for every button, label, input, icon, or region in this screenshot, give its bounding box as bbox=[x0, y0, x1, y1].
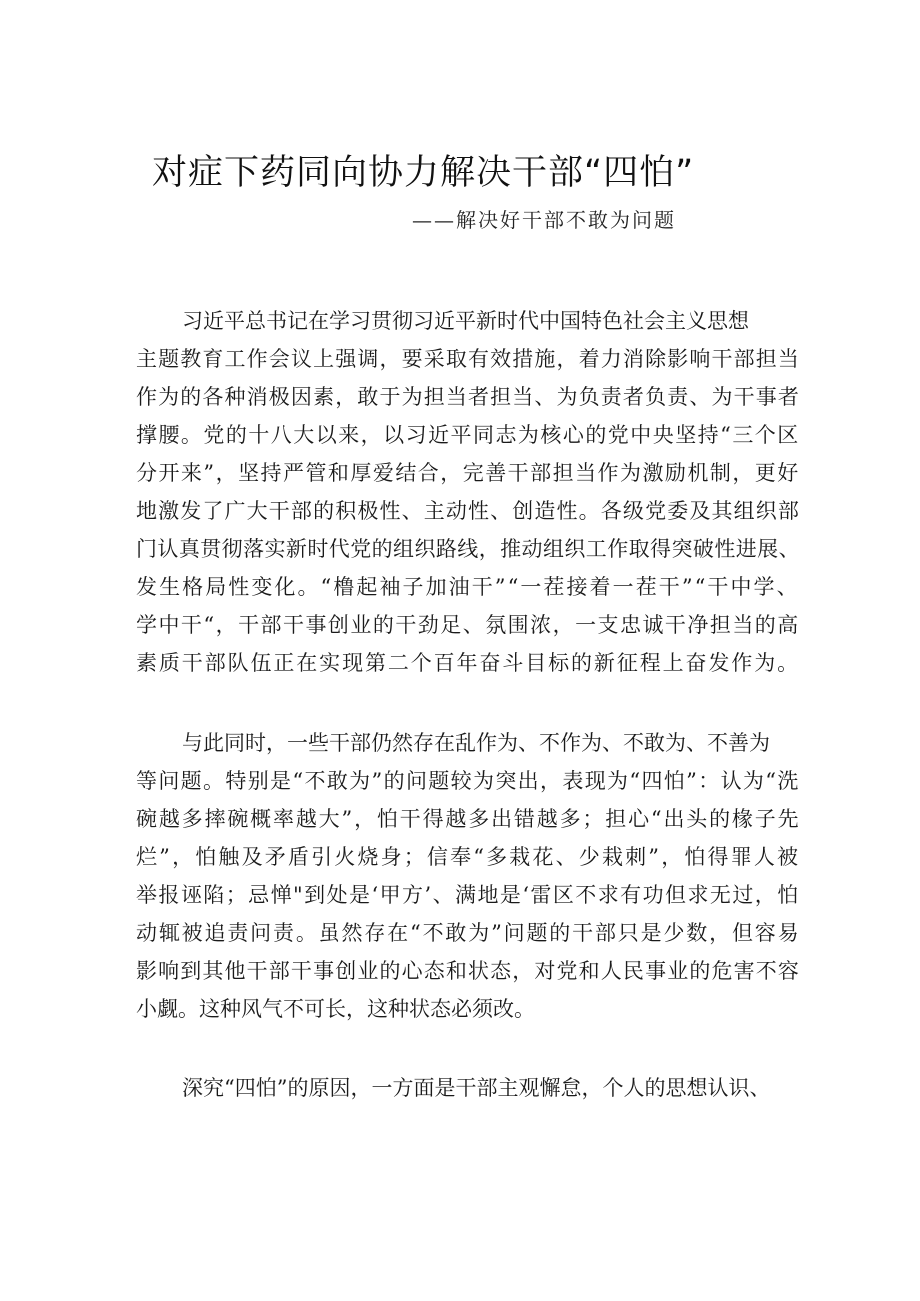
paragraph-line: 作为的各种消极因素，敢于为担当者担当、为负责者负责、为干事者 bbox=[136, 385, 800, 409]
document-title: 对症下药同向协力解决干部“四怕” bbox=[152, 153, 695, 193]
paragraph-line: 影响到其他干部干事创业的心态和状态，对党和人民事业的危害不容 bbox=[136, 959, 800, 983]
paragraph-line: 分开来”，坚持严管和厚爱结合，完善干部担当作为激励机制，更好 bbox=[136, 461, 800, 485]
paragraph-line: 发生格局性变化。“橹起袖子加油干”“一茬接着一茬干”“干中学、 bbox=[136, 575, 800, 599]
paragraph-line: 门认真贯彻落实新时代党的组织路线，推动组织工作取得突破性进展、 bbox=[136, 537, 800, 561]
paragraph-line: 小觑。这种风气不可长，这种状态必须改。 bbox=[136, 997, 535, 1021]
paragraph-line: 举报诬陷；忌惮"到处是‘甲方’、满地是‘雷区不求有功但求无过，怕 bbox=[136, 883, 800, 907]
paragraph-line: 学中干“，干部干事创业的干劲足、氛围浓，一支忠诚干净担当的高 bbox=[136, 613, 800, 637]
paragraph-line: 地激发了广大干部的积极性、主动性、创造性。各级党委及其组织部 bbox=[136, 499, 800, 523]
document-subtitle: ——解决好干部不敢为问题 bbox=[412, 208, 676, 232]
paragraph-line: 等问题。特别是“不敢为”的问题较为突出，表现为“四怕”：认为“洗 bbox=[136, 769, 800, 793]
paragraph-line: 深究“四怕”的原因，一方面是干部主观懈怠，个人的思想认识、 bbox=[182, 1076, 771, 1100]
paragraph-line: 习近平总书记在学习贯彻习近平新时代中国特色社会主义思想 bbox=[182, 309, 749, 333]
paragraph-line: 与此同时，一些干部仍然存在乱作为、不作为、不敢为、不善为 bbox=[182, 731, 770, 755]
paragraph-line: 动辄被追责问责。虽然存在“不敢为”问题的干部只是少数，但容易 bbox=[136, 921, 801, 945]
paragraph-line: 素质干部队伍正在实现第二个百年奋斗目标的新征程上奋发作为。 bbox=[136, 651, 800, 675]
paragraph-line: 烂”，怕触及矛盾引火烧身；信奉“多栽花、少栽刺”，怕得罪人被 bbox=[136, 845, 801, 869]
paragraph-line: 撑腰。党的十八大以来，以习近平同志为核心的党中央坚持“三个区 bbox=[136, 423, 800, 447]
paragraph-line: 主题教育工作会议上强调，要采取有效措施，着力消除影响干部担当 bbox=[136, 347, 800, 371]
paragraph-line: 碗越多摔碗概率越大”，怕干得越多出错越多；担心“出头的椽子先 bbox=[136, 807, 801, 831]
